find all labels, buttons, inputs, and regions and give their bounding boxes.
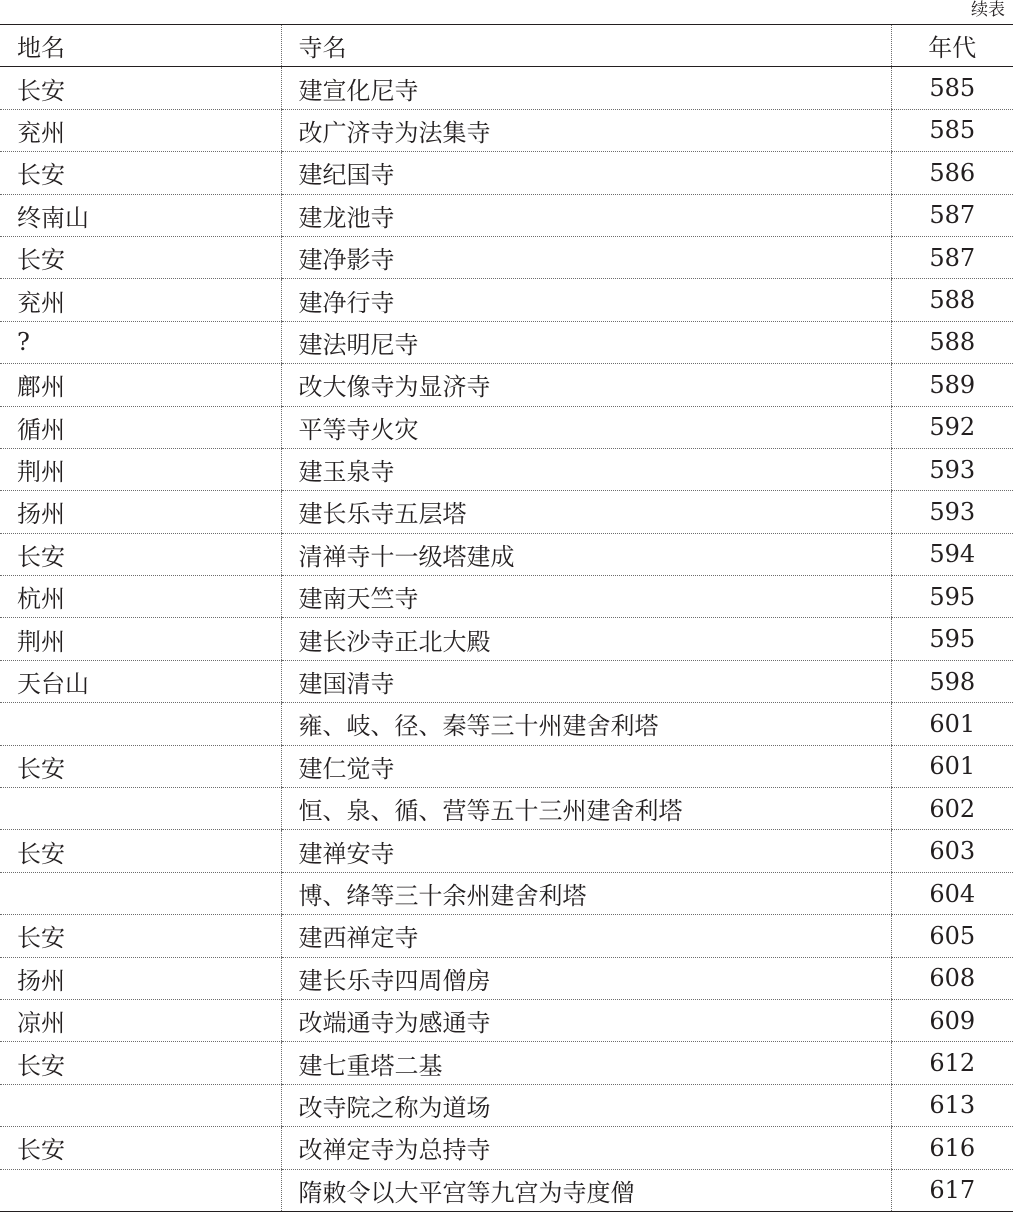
year-cell: 609 [891, 999, 1013, 1041]
temple-cell: 建长乐寺五层塔 [281, 491, 891, 533]
year-cell: 601 [891, 745, 1013, 787]
table-row [0, 491, 1013, 533]
header-temple: 寺名 [281, 25, 891, 67]
temple-cell: 改大像寺为显济寺 [281, 364, 891, 406]
temple-cell: 建西禅定寺 [281, 915, 891, 957]
place-cell: 凉州 [0, 999, 281, 1041]
place-cell: 长安 [0, 1042, 281, 1084]
table-row [0, 872, 1013, 914]
continued-table-label: 续表 [971, 0, 1005, 20]
table-row [0, 576, 1013, 618]
place-cell: 长安 [0, 745, 281, 787]
table-row [0, 915, 1013, 957]
table-row [0, 67, 1013, 109]
temple-cell: 清禅寺十一级塔建成 [281, 533, 891, 575]
table-row [0, 830, 1013, 872]
year-cell: 605 [891, 915, 1013, 957]
table-row [0, 152, 1013, 194]
year-cell: 586 [891, 152, 1013, 194]
place-cell: 荆州 [0, 618, 281, 660]
place-cell: 终南山 [0, 194, 281, 236]
table-header-row [0, 25, 1013, 67]
year-cell: 592 [891, 406, 1013, 448]
temple-cell: 建南天竺寺 [281, 576, 891, 618]
table-row [0, 236, 1013, 278]
temple-cell: 建净影寺 [281, 236, 891, 278]
year-cell: 598 [891, 660, 1013, 702]
year-cell: 587 [891, 236, 1013, 278]
place-cell: 长安 [0, 533, 281, 575]
year-cell: 589 [891, 364, 1013, 406]
temple-cell: 建禅安寺 [281, 830, 891, 872]
year-cell: 585 [891, 67, 1013, 109]
year-cell: 593 [891, 491, 1013, 533]
place-cell [0, 872, 281, 914]
temple-cell: 建法明尼寺 [281, 321, 891, 363]
year-cell: 593 [891, 448, 1013, 490]
year-cell: 617 [891, 1169, 1013, 1211]
place-cell: 长安 [0, 236, 281, 278]
year-cell: 603 [891, 830, 1013, 872]
place-cell: 长安 [0, 830, 281, 872]
place-cell: 兖州 [0, 109, 281, 151]
table-row [0, 321, 1013, 363]
temple-cell: 恒、泉、循、营等五十三州建舍利塔 [281, 788, 891, 830]
table-row [0, 660, 1013, 702]
temple-cell: 博、绛等三十余州建舍利塔 [281, 872, 891, 914]
table-row [0, 1042, 1013, 1084]
table-body [0, 67, 1013, 1212]
year-cell: 585 [891, 109, 1013, 151]
table-row [0, 194, 1013, 236]
temple-table [0, 24, 1013, 1212]
place-cell: 扬州 [0, 957, 281, 999]
place-cell [0, 703, 281, 745]
table-row [0, 109, 1013, 151]
place-cell: 长安 [0, 915, 281, 957]
temple-cell: 改寺院之称为道场 [281, 1084, 891, 1126]
place-cell: 循州 [0, 406, 281, 448]
temple-cell: 建长乐寺四周僧房 [281, 957, 891, 999]
place-cell [0, 1084, 281, 1126]
year-cell: 594 [891, 533, 1013, 575]
year-cell: 602 [891, 788, 1013, 830]
place-cell: 荆州 [0, 448, 281, 490]
place-cell: 兖州 [0, 279, 281, 321]
temple-cell: 建国清寺 [281, 660, 891, 702]
temple-cell: 建仁觉寺 [281, 745, 891, 787]
table-row [0, 364, 1013, 406]
place-cell: 长安 [0, 67, 281, 109]
temple-cell: 改端通寺为感通寺 [281, 999, 891, 1041]
header-place: 地名 [0, 25, 281, 67]
table-row [0, 448, 1013, 490]
table-row [0, 999, 1013, 1041]
table-row [0, 957, 1013, 999]
temple-cell: 雍、岐、径、秦等三十州建舍利塔 [281, 703, 891, 745]
year-cell: 595 [891, 576, 1013, 618]
table-row [0, 1127, 1013, 1169]
year-cell: 588 [891, 279, 1013, 321]
table-row [0, 1084, 1013, 1126]
temple-cell: 建七重塔二基 [281, 1042, 891, 1084]
place-cell [0, 788, 281, 830]
year-cell: 612 [891, 1042, 1013, 1084]
table-row [0, 533, 1013, 575]
temple-cell: 建玉泉寺 [281, 448, 891, 490]
temple-cell: 建净行寺 [281, 279, 891, 321]
table-row [0, 788, 1013, 830]
place-cell: 长安 [0, 1127, 281, 1169]
place-cell: 杭州 [0, 576, 281, 618]
year-cell: 595 [891, 618, 1013, 660]
place-cell: 天台山 [0, 660, 281, 702]
year-cell: 601 [891, 703, 1013, 745]
temple-cell: 建龙池寺 [281, 194, 891, 236]
temple-cell: 建宣化尼寺 [281, 67, 891, 109]
year-cell: 587 [891, 194, 1013, 236]
table-row [0, 406, 1013, 448]
place-cell: 鄜州 [0, 364, 281, 406]
temple-cell: 改广济寺为法集寺 [281, 109, 891, 151]
year-cell: 613 [891, 1084, 1013, 1126]
place-cell: 长安 [0, 152, 281, 194]
place-cell [0, 1169, 281, 1211]
year-cell: 608 [891, 957, 1013, 999]
header-year: 年代 [891, 25, 1013, 67]
table-row [0, 745, 1013, 787]
temple-cell: 隋敕令以大平宫等九宫为寺度僧 [281, 1169, 891, 1211]
table-row [0, 703, 1013, 745]
year-cell: 588 [891, 321, 1013, 363]
table-row [0, 618, 1013, 660]
table-row [0, 279, 1013, 321]
temple-cell: 改禅定寺为总持寺 [281, 1127, 891, 1169]
place-cell: 扬州 [0, 491, 281, 533]
year-cell: 616 [891, 1127, 1013, 1169]
temple-cell: 建长沙寺正北大殿 [281, 618, 891, 660]
place-cell: ? [0, 321, 281, 363]
temple-cell: 建纪国寺 [281, 152, 891, 194]
year-cell: 604 [891, 872, 1013, 914]
temple-cell: 平等寺火灾 [281, 406, 891, 448]
table-row [0, 1169, 1013, 1211]
